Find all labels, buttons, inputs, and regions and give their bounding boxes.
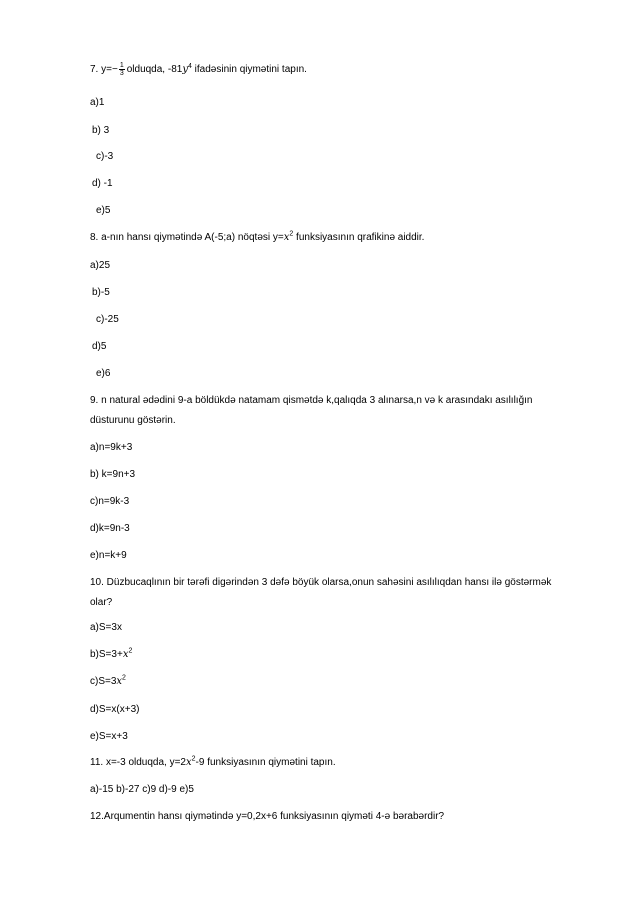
- q9-option-d: d)k=9n-3: [90, 523, 130, 534]
- q8-option-b: b)-5: [92, 287, 110, 298]
- q7-variable: y: [182, 64, 188, 76]
- q7-fraction-numerator: 1: [119, 62, 124, 69]
- q10-option-e: e)S=x+3: [90, 731, 128, 742]
- q7-minus: −: [111, 64, 118, 76]
- q7-option-e: e)5: [96, 205, 111, 216]
- q10-option-b: [90, 648, 132, 662]
- q8-option-e: e)6: [96, 368, 111, 379]
- q8-prefix: 8. a-nın hansı qiymətində A(-5;a) nöqtəsi y=: [90, 232, 284, 243]
- question-10: 10. Düzbucaqlının bir tərəfi digərindən 3 dəfə böyük olarsa,onun sahəsini asılılıqdan hansı ilə göstərmək olar?: [90, 577, 552, 608]
- q9-option-c: c)n=9k-3: [90, 496, 130, 507]
- q7-mid: olduqda, -81: [126, 64, 183, 76]
- q10-option-b-prefix: b)S=3+: [90, 649, 123, 660]
- q7-prefix: 7. y=: [90, 64, 112, 76]
- q11-suffix: -9 funksiyasının qiymətini tapın.: [195, 757, 336, 768]
- q9-option-b: b) k=9n+3: [90, 469, 136, 480]
- q10-option-b-variable: x: [122, 649, 129, 660]
- q10-option-a: a)S=3x: [90, 622, 122, 633]
- q8-variable: x: [283, 232, 290, 243]
- q8-exponent: 2: [289, 230, 294, 238]
- question-11: [90, 756, 336, 770]
- q9-option-e: e)n=k+9: [90, 550, 127, 561]
- q8-suffix: funksiyasının qrafikinə aiddir.: [293, 232, 425, 243]
- q8-option-c: c)-25: [96, 314, 119, 325]
- q10-option-c-prefix: c)S=3: [90, 676, 117, 687]
- q10-option-d: d)S=x(x+3): [90, 704, 140, 715]
- q7-option-c: c)-3: [96, 151, 114, 162]
- q11-options: a)-15 b)-27 c)9 d)-9 e)5: [90, 784, 194, 795]
- q8-option-a: a)25: [90, 260, 111, 271]
- q9-option-a: a)n=9k+3: [90, 442, 133, 453]
- q11-prefix: 11. x=-3 olduqda, y=2: [90, 757, 186, 768]
- q7-fraction-denominator: 3: [119, 70, 124, 77]
- q11-variable: x: [186, 757, 192, 768]
- q10-option-c: [90, 675, 126, 689]
- question-12: 12.Arqumentin hansı qiymətində y=0,2x+6 funksiyasının qiyməti 4-ə bərabərdir?: [90, 811, 445, 822]
- q7-exponent: 4: [187, 62, 192, 70]
- question-8: [90, 231, 424, 245]
- q11-exponent: 2: [191, 755, 196, 763]
- q7-fraction: [119, 62, 125, 77]
- q10-option-b-exponent: 2: [128, 647, 133, 655]
- q7-option-b: b) 3: [92, 125, 110, 136]
- q7-option-d: d) -1: [92, 178, 113, 189]
- q7-option-a: a)1: [90, 97, 105, 108]
- q8-option-d: d)5: [92, 341, 107, 352]
- question-9: 9. n natural ədədini 9-a böldükdə natamam qismətdə k,qalıqda 3 alınarsa,n və k arasındakı asılılığın düsturunu göstərin.: [90, 395, 533, 426]
- q7-suffix: ifadəsinin qiymətini tapın.: [191, 64, 307, 76]
- q10-option-c-variable: x: [116, 676, 123, 687]
- question-7: [90, 62, 307, 77]
- q10-option-c-exponent: 2: [122, 674, 126, 682]
